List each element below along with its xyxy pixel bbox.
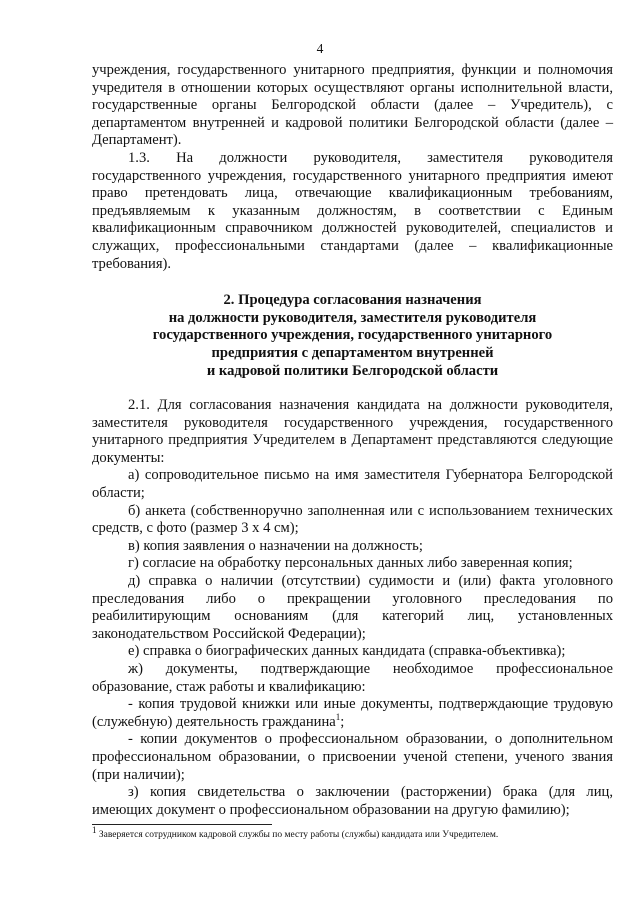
heading-line: предприятия с департаментом внутренней <box>211 344 494 361</box>
list-item-d: д) справка о наличии (отсутствии) судимости и (или) факта уголовного преследования либо о прекращении уголовного преследования по реабилитирующим основаниям (для категорий лиц, установленных законодательством Российской Федерации); <box>92 573 613 642</box>
heading-line: 2. Процедура согласования назначения <box>223 292 482 309</box>
document-body <box>92 62 613 819</box>
list-item-zh: ж) документы, подтверждающие необходимое профессиональное образование, стаж работы и квалификацию: <box>92 661 613 695</box>
list-item-b: б) анкета (собственноручно заполненная или с использованием технических средств, с фото (размер 3 х 4 см); <box>92 502 613 537</box>
list-item-v: в) копия заявления о назначении на должность; <box>128 537 423 554</box>
paragraph-1-3: 1.3. На должности руководителя, заместителя руководителя государственного учреждения, государственного унитарного предприятия имеют право претендовать лица, отвечающие квалификационным требованиям, предъявляемым к указанным должностям, в соответствии с Единым квалификационным справочником должностей руководителей, специалистов и служащих, профессиональными стандартами (далее – квалификационные требования). <box>92 149 613 272</box>
heading-line: на должности руководителя, заместителя руководителя <box>168 309 537 326</box>
paragraph-2-1: 2.1. Для согласования назначения кандидата на должности руководителя, заместителя руководителя государственного учреждения, государственного унитарного предприятия Учредителем в Департамент представляются следующие документы: <box>92 397 613 466</box>
paragraph-continuation: учреждения, государственного унитарного предприятия, функции и полномочия учредителя в отношении которых осуществляют органы исполнительной власти, государственные органы Белгородской области (далее – Учредитель), с департаментом внутренней и кадровой политики Белгородской области (далее – Департамент). <box>92 62 613 149</box>
list-item-a: а) сопроводительное письмо на имя заместителя Губернатора Белгородской области; <box>92 467 613 502</box>
footnote-divider <box>92 824 272 825</box>
footnote <box>92 824 613 841</box>
footnote-marker: 1 <box>92 824 97 835</box>
page-number: 4 <box>316 41 324 56</box>
list-item-g: г) согласие на обработку персональных данных либо заверенная копия; <box>128 555 573 572</box>
labor-book-text: - копия трудовой книжки или иные документы, подтверждающие трудовую (служебную) деятельность гражданина <box>92 696 613 730</box>
section-heading <box>92 292 613 380</box>
list-subitem-labor-book <box>92 696 613 731</box>
footnote-text: Заверяется сотрудником кадровой службы по месту работы (службы) кандидата или Учредителем. <box>96 830 499 840</box>
list-item-z: з) копия свидетельства о заключении (расторжении) брака (для лиц, имеющих документ о профессиональном образовании на другую фамилию); <box>92 784 613 818</box>
list-subitem-education-docs: - копии документов о профессиональном образовании, о дополнительном профессиональном образовании, о присвоении ученой степени, ученого звания (при наличии); <box>92 731 613 783</box>
heading-line: и кадровой политики Белгородской области <box>206 362 499 379</box>
list-item-e: е) справка о биографических данных кандидата (справка-объективка); <box>128 643 566 660</box>
labor-book-suffix: ; <box>340 713 345 730</box>
footnote-reference[interactable]: 1 <box>335 711 341 722</box>
heading-line: государственного учреждения, государственного унитарного <box>152 327 553 344</box>
